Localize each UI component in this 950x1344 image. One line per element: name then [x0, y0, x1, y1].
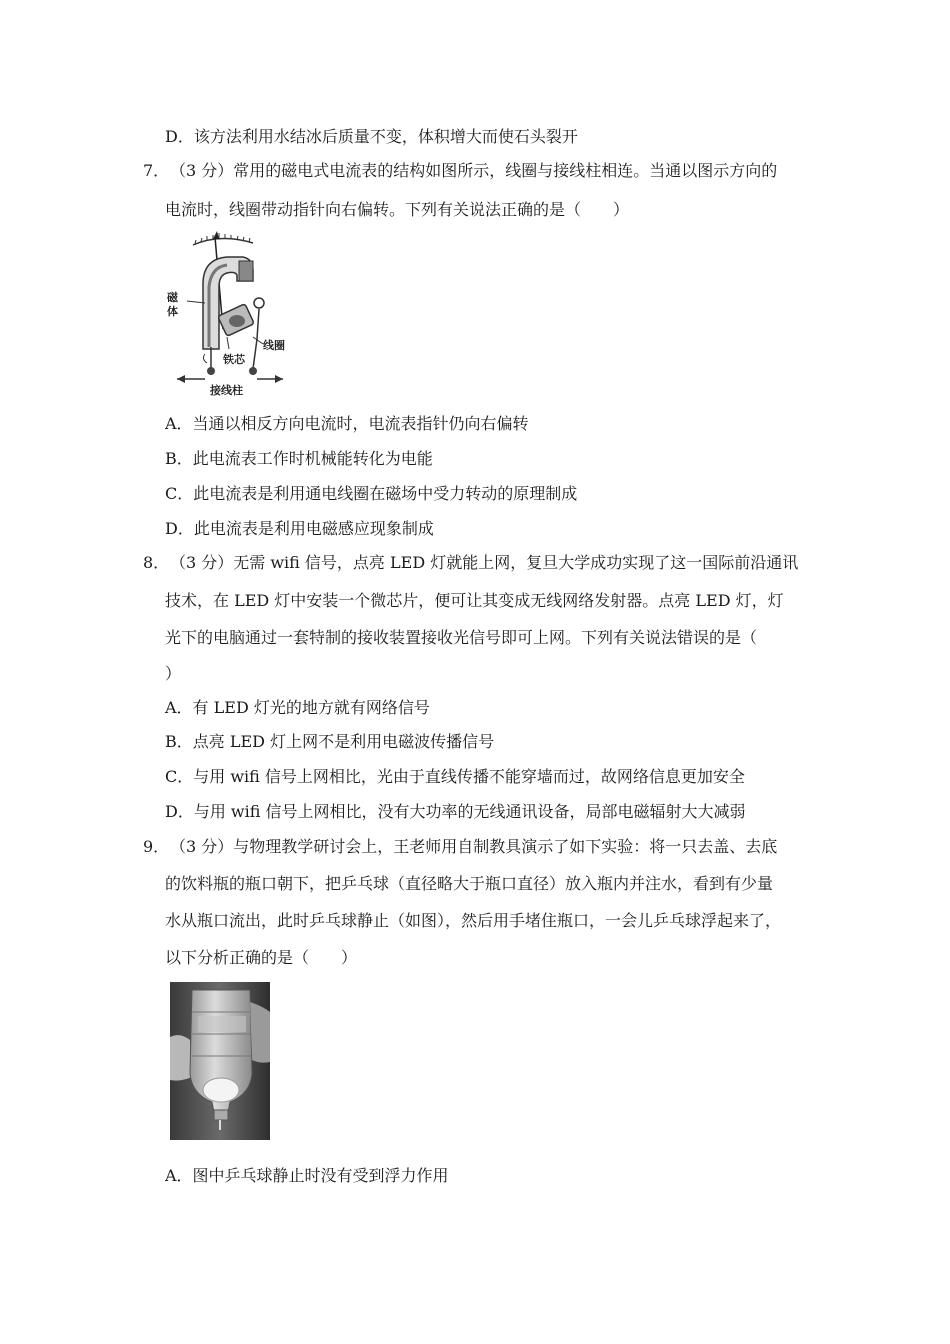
q9-option-a: A．图中乒乓球静止时没有受到浮力作用 — [165, 1166, 449, 1185]
q8-stem-line2: 技术，在 LED 灯中安装一个微芯片，便可让其变成无线网络发射器。点亮 LED 灯，灯 — [165, 591, 784, 610]
q8-option-b: B．点亮 LED 灯上网不是利用电磁波传播信号 — [165, 732, 495, 751]
q7-option-b: B．此电流表工作时机械能转化为电能 — [165, 449, 433, 468]
q9-stem-line1: （3 分）与物理教学研讨会上，王老师用自制教具演示了如下实验：将一只去盖、去底 — [170, 837, 778, 856]
bottle-photo — [170, 982, 270, 1140]
q7-stem-line1: （3 分）常用的磁电式电流表的结构如图所示，线圈与接线柱相连。当通以图示方向的 — [170, 161, 778, 180]
galvanometer-figure — [165, 229, 305, 399]
q8-option-d: D．与用 wifi 信号上网相比，没有大功率的无线通讯设备，局部电磁辐射大大减弱 — [165, 802, 746, 821]
q7-option-a: A．当通以相反方向电流时，电流表指针仍向右偏转 — [165, 414, 529, 433]
q8-stem-line3: 光下的电脑通过一套特制的接收装置接收光信号即可上网。下列有关说法错误的是（ — [165, 628, 758, 647]
q8-number: 8． — [143, 553, 170, 572]
q9-stem-line3: 水从瓶口流出，此时乒乓球静止（如图），然后用手堵住瓶口，一会儿乒乓球浮起来了， — [165, 911, 782, 930]
q8-stem-line1: （3 分）无需 wifi 信号，点亮 LED 灯就能上网，复旦大学成功实现了这一国际前沿通讯 — [170, 553, 799, 572]
figure-label-coil: 线圈 — [263, 339, 285, 352]
q9-stem-line4: 以下分析正确的是（ ） — [165, 948, 358, 967]
q9-stem-line2: 的饮料瓶的瓶口朝下，把乒乓球（直径略大于瓶口直径）放入瓶内并注水，看到有少量 — [165, 874, 774, 893]
q7-stem-line2: 电流时，线圈带动指针向右偏转。下列有关说法正确的是（ ） — [165, 200, 630, 219]
q8-stem-line4: ） — [165, 664, 182, 683]
q7-option-c: C．此电流表是利用通电线圈在磁场中受力转动的原理制成 — [165, 484, 578, 503]
q7-option-d: D．此电流表是利用电磁感应现象制成 — [165, 519, 434, 538]
q9-number: 9． — [143, 837, 170, 856]
figure-label-iron-core: 铁芯 — [223, 353, 245, 366]
q7-number: 7． — [143, 161, 170, 180]
q6-option-d: D．该方法利用水结冰后质量不变，体积增大而使石头裂开 — [165, 127, 578, 146]
q8-option-a: A．有 LED 灯光的地方就有网络信号 — [165, 698, 430, 717]
figure-label-magnet-2: 体 — [167, 305, 178, 318]
figure-label-terminal: 接线柱 — [210, 384, 243, 397]
figure-label-magnet-1: 磁 — [167, 291, 178, 304]
q8-option-c: C．与用 wifi 信号上网相比，光由于直线传播不能穿墙而过，故网络信息更加安全 — [165, 767, 745, 786]
